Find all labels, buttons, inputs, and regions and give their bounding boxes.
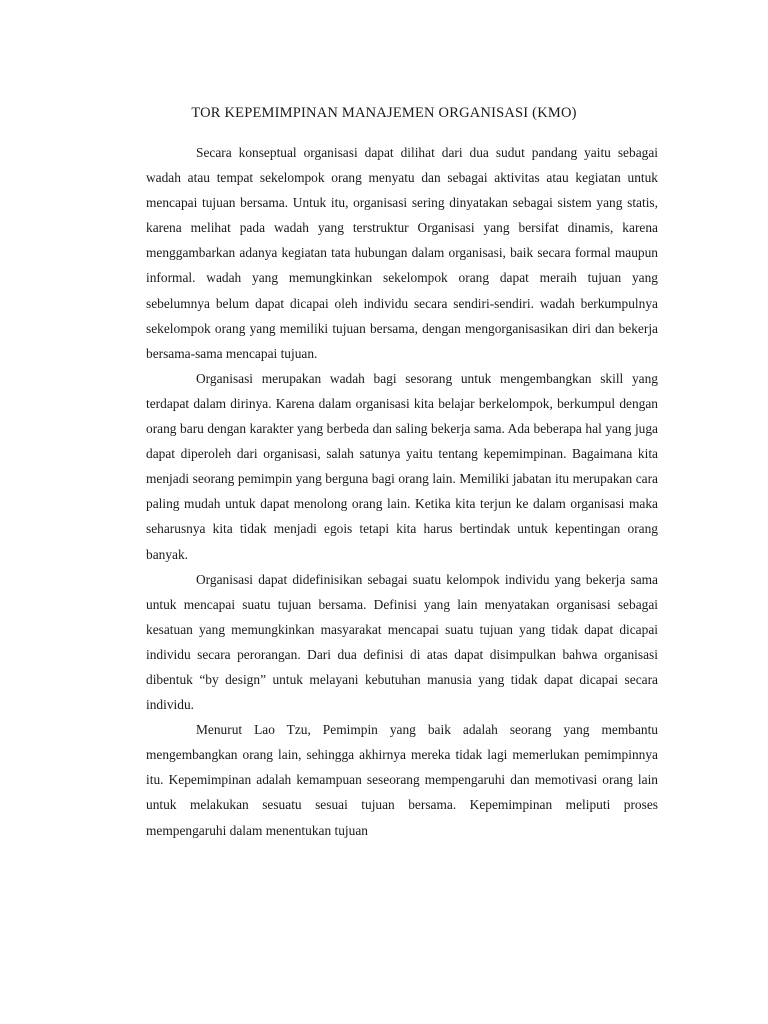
document-title: TOR KEPEMIMPINAN MANAJEMEN ORGANISASI (KMO) xyxy=(191,105,577,121)
paragraph-2: Organisasi merupakan wadah bagi sesorang untuk mengembangkan skill yang terdapat dalam dirinya. Karena dalam organisasi kita belajar berkelompok, berkumpul dengan orang baru dengan karakter yang berbeda dan saling bekerja sama. Ada beberapa hal yang juga dapat diperoleh dari organisasi, salah satunya yaitu tentang kepemimpinan. Bagaimana kita menjadi seorang pemimpin yang berguna bagi orang lain. Memiliki jabatan itu merupakan cara paling mudah untuk dapat menolong orang lain. Ketika kita terjun ke dalam organisasi maka seharusnya kita tidak menjadi egois tetapi kita harus bertindak untuk kepentingan orang banyak. xyxy=(146,370,658,562)
paragraph-3: Organisasi dapat didefinisikan sebagai suatu kelompok individu yang bekerja sama untuk mencapai suatu tujuan bersama. Definisi yang lain menyatakan organisasi sebagai kesatuan yang memungkinkan masyarakat mencapai suatu tujuan yang tidak dapat dicapai individu secara perorangan. Dari dua definisi di atas dapat disimpulkan bahwa organisasi dibentuk “by design” untuk melayani kebutuhan manusia yang tidak dapat dicapai secara individu. xyxy=(146,571,658,713)
paragraph-4: Menurut Lao Tzu, Pemimpin yang baik adalah seorang yang membantu mengembangkan orang lain, sehingga akhirnya mereka tidak lagi memerlukan pemimpinnya itu. Kepemimpinan adalah kemampuan seseorang mempengaruhi dan memotivasi orang lain untuk melakukan sesuatu sesuai tujuan bersama. Kepemimpinan meliputi proses mempengaruhi dalam menentukan tujuan xyxy=(146,722,658,838)
document-body xyxy=(146,140,658,843)
paragraph-1: Secara konseptual organisasi dapat dilihat dari dua sudut pandang yaitu sebagai wadah atau tempat sekelompok orang menyatu dan sebagai aktivitas atau kegiatan untuk mencapai tujuan bersama. Untuk itu, organisasi sering dinyatakan sebagai sistem yang statis, karena melihat pada wadah yang terstruktur Organisasi yang bersifat dinamis, karena menggambarkan adanya kegiatan tata hubungan dalam organisasi, baik secara formal maupun informal. wadah yang memungkinkan sekelompok orang dapat meraih tujuan yang sebelumnya belum dapat dicapai oleh individu secara sendiri-sendiri. wadah berkumpulnya sekelompok orang yang memiliki tujuan bersama, dengan mengorganisasikan diri dan bekerja bersama-sama mencapai tujuan. xyxy=(146,145,658,361)
